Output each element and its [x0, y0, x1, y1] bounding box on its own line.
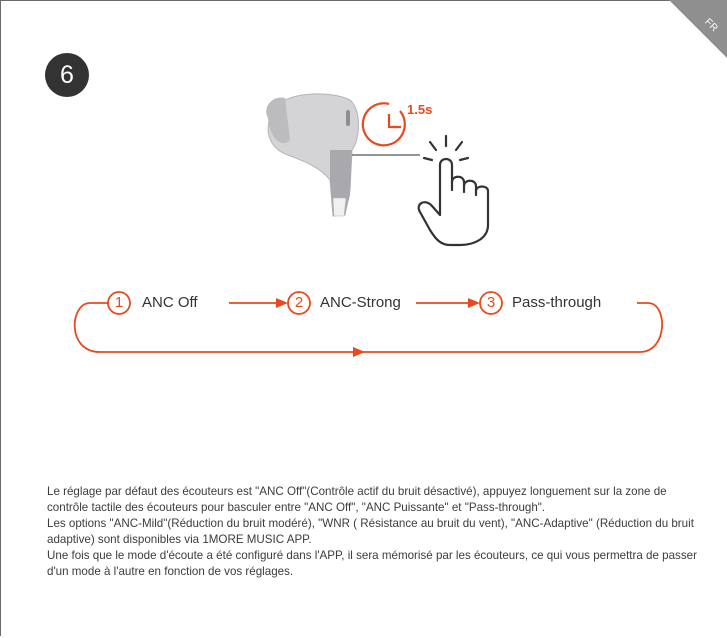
mode-1-label: ANC Off — [142, 294, 198, 311]
description-paragraph: Les options "ANC-Mild"(Réduction du bruit modéré), "WNR ( Résistance au bruit du vent), "ANC-Adaptive" (Réduction du bruit adaptive) sont disponibles via 1MORE MUSIC APP. — [47, 517, 694, 546]
mode-2-number: 2 — [294, 294, 304, 311]
description-text — [47, 484, 707, 580]
mode-3-number: 3 — [486, 294, 496, 311]
mode-2-label: ANC-Strong — [320, 294, 401, 311]
earbud-icon — [266, 94, 358, 216]
description-paragraph: Le réglage par défaut des écouteurs est "ANC Off"(Contrôle actif du bruit désactivé), appuyez longuement sur la zone de contrôle tactile des écouteurs pour basculer entre "ANC Off", "ANC Puissante" et "Pass-through". — [47, 485, 667, 514]
timer-label: 1.5s — [407, 102, 433, 117]
description-paragraph: Une fois que le mode d'écoute a été configuré dans l'APP, il sera mémorisé par les écouteurs, ce qui vous permettra de passer d'un mode à l'autre en fonction de vos réglages. — [47, 549, 697, 578]
language-label: FR — [701, 16, 720, 35]
mode-1-number: 1 — [114, 294, 124, 311]
step-number-badge: 6 — [45, 53, 89, 97]
timer-icon — [363, 103, 405, 145]
hand-tap-icon — [419, 136, 488, 245]
mode-3-label: Pass-through — [512, 294, 602, 311]
